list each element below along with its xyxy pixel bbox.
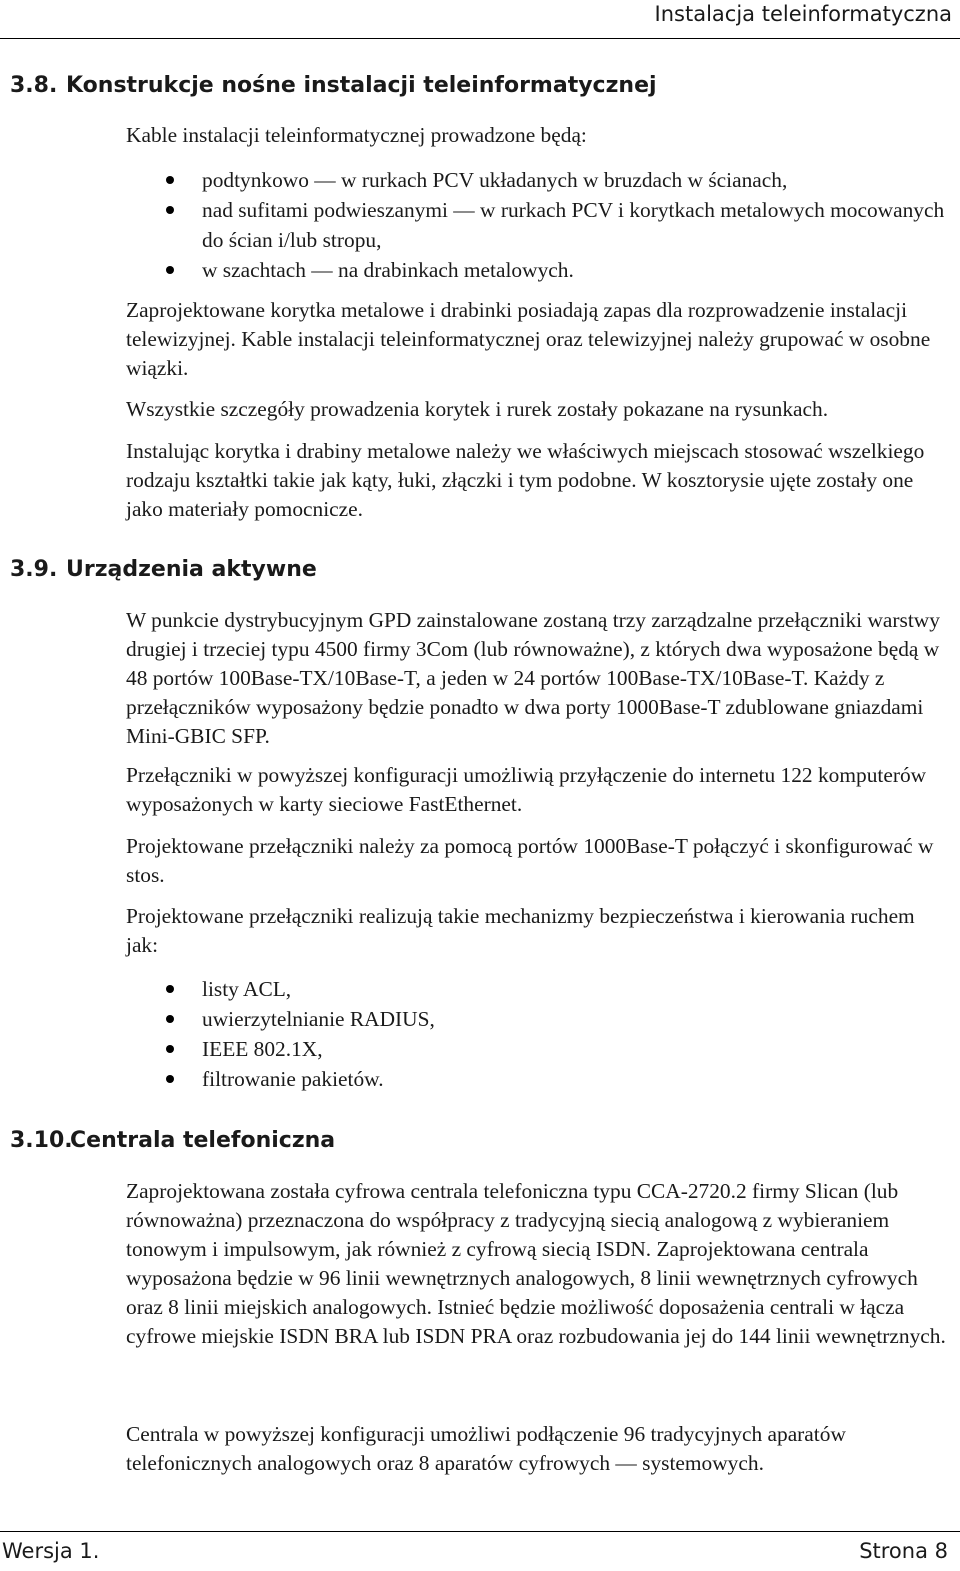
bullet-icon [166,985,174,993]
bullet-icon [166,206,174,214]
bullet-icon [166,1075,174,1083]
paragraph: Zaprojektowana została cyfrowa centrala telefoniczna typu CCA-2720.2 firmy Slican (lub równoważna) przeznaczona do współpracy z tradycyjną siecią analogową z wybieraniem tonowym i impulsowym, jak również z cyfrową siecią ISDN. Zaprojektowana centrala wyposażona będzie w 96 linii wewnętrznych analogowych, 8 linii wewnętrznych cyfrowych oraz 8 linii miejskich analogowych. Istnieć będzie możliwość doposażenia centrali w łącza cyfrowe miejskie ISDN BRA lub ISDN PRA oraz rozbudowania jej do 144 linii wewnętrznych. [126,1179,946,1348]
paragraph: Wszystkie szczegóły prowadzenia korytek i rurek zostały pokazane na rysunkach. [126,397,829,421]
paragraph-intro: Kable instalacji teleinformatycznej prowadzone będą: [126,123,587,147]
section-title: Centrala telefoniczna [70,1128,336,1153]
list-item: filtrowanie pakietów. [126,1064,948,1094]
bullet-icon [166,266,174,274]
paragraph: W punkcie dystrybucyjnym GPD zainstalowane zostaną trzy zarządzalne przełączniki warstwy drugiej i trzeciej typu 4500 firmy 3Com (lub równoważne), z których dwa wyposażone będą w 48 portów 100Base-TX/10Base-T, a jeden w 24 portów 100Base-TX/10Base-T. Każdy z przełączników wyposażony będzie ponadto w dwa porty 1000Base-T zdublowane gniazdami Mini-GBIC SFP. [126,608,940,748]
list-item: IEEE 802.1X, [126,1034,948,1064]
list-item: uwierzytelnianie RADIUS, [126,1004,948,1034]
header-title: Instalacja teleinformatyczna [654,2,952,26]
paragraph: Projektowane przełączniki należy za pomocą portów 1000Base-T połączyć i skonfigurować w stos. [126,834,934,887]
list-item: podtynkowo — w rurkach PCV układanych w bruzdach w ścianach, [126,165,948,195]
section-number: 3.9. [10,557,58,582]
paragraph: Instalując korytka i drabiny metalowe należy we właściwych miejscach stosować wszelkiego rodzaju kształtki takie jak kąty, łuki, złączki i tym podobne. W kosztorysie ujęte zostały one jako materiały pomocnicze. [126,439,925,521]
list-item: listy ACL, [126,974,948,1004]
paragraph: Zaprojektowane korytka metalowe i drabinki posiadają zapas dla rozprowadzenie instalacji telewizyjnej. Kable instalacji teleinformatycznej oraz telewizyjnej należy grupować w osobne wiązki. [126,298,931,380]
footer-version: Wersja 1. [2,1539,100,1563]
paragraph: Centrala w powyższej konfiguracji umożliwi podłączenie 96 tradycyjnych aparatów telefonicznych analogowych oraz 8 aparatów cyfrowych — systemowych. [126,1422,846,1475]
list-item: w szachtach — na drabinkach metalowych. [126,255,948,285]
bullet-list-security-mechanisms [126,974,948,1094]
footer-page-number: Strona 8 [859,1539,948,1563]
section-number: 3.8. [10,73,58,98]
bullet-icon [166,1015,174,1023]
bullet-list-cable-routing [126,165,948,285]
page-header [0,0,960,39]
bullet-icon [166,176,174,184]
section-title: Urządzenia aktywne [66,557,317,582]
paragraph: Przełączniki w powyższej konfiguracji umożliwią przyłączenie do internetu 122 komputerów wyposażonych w karty sieciowe FastEthernet. [126,763,927,816]
section-title: Konstrukcje nośne instalacji teleinformatycznej [66,73,657,98]
section-number: 3.10. [10,1128,73,1153]
bullet-icon [166,1045,174,1053]
list-item: nad sufitami podwieszanymi — w rurkach PCV i korytkach metalowych mocowanych do ścian i/lub stropu, [126,195,948,255]
footer-divider [0,1531,960,1532]
paragraph: Projektowane przełączniki realizują takie mechanizmy bezpieczeństwa i kierowania ruchem jak: [126,904,915,957]
